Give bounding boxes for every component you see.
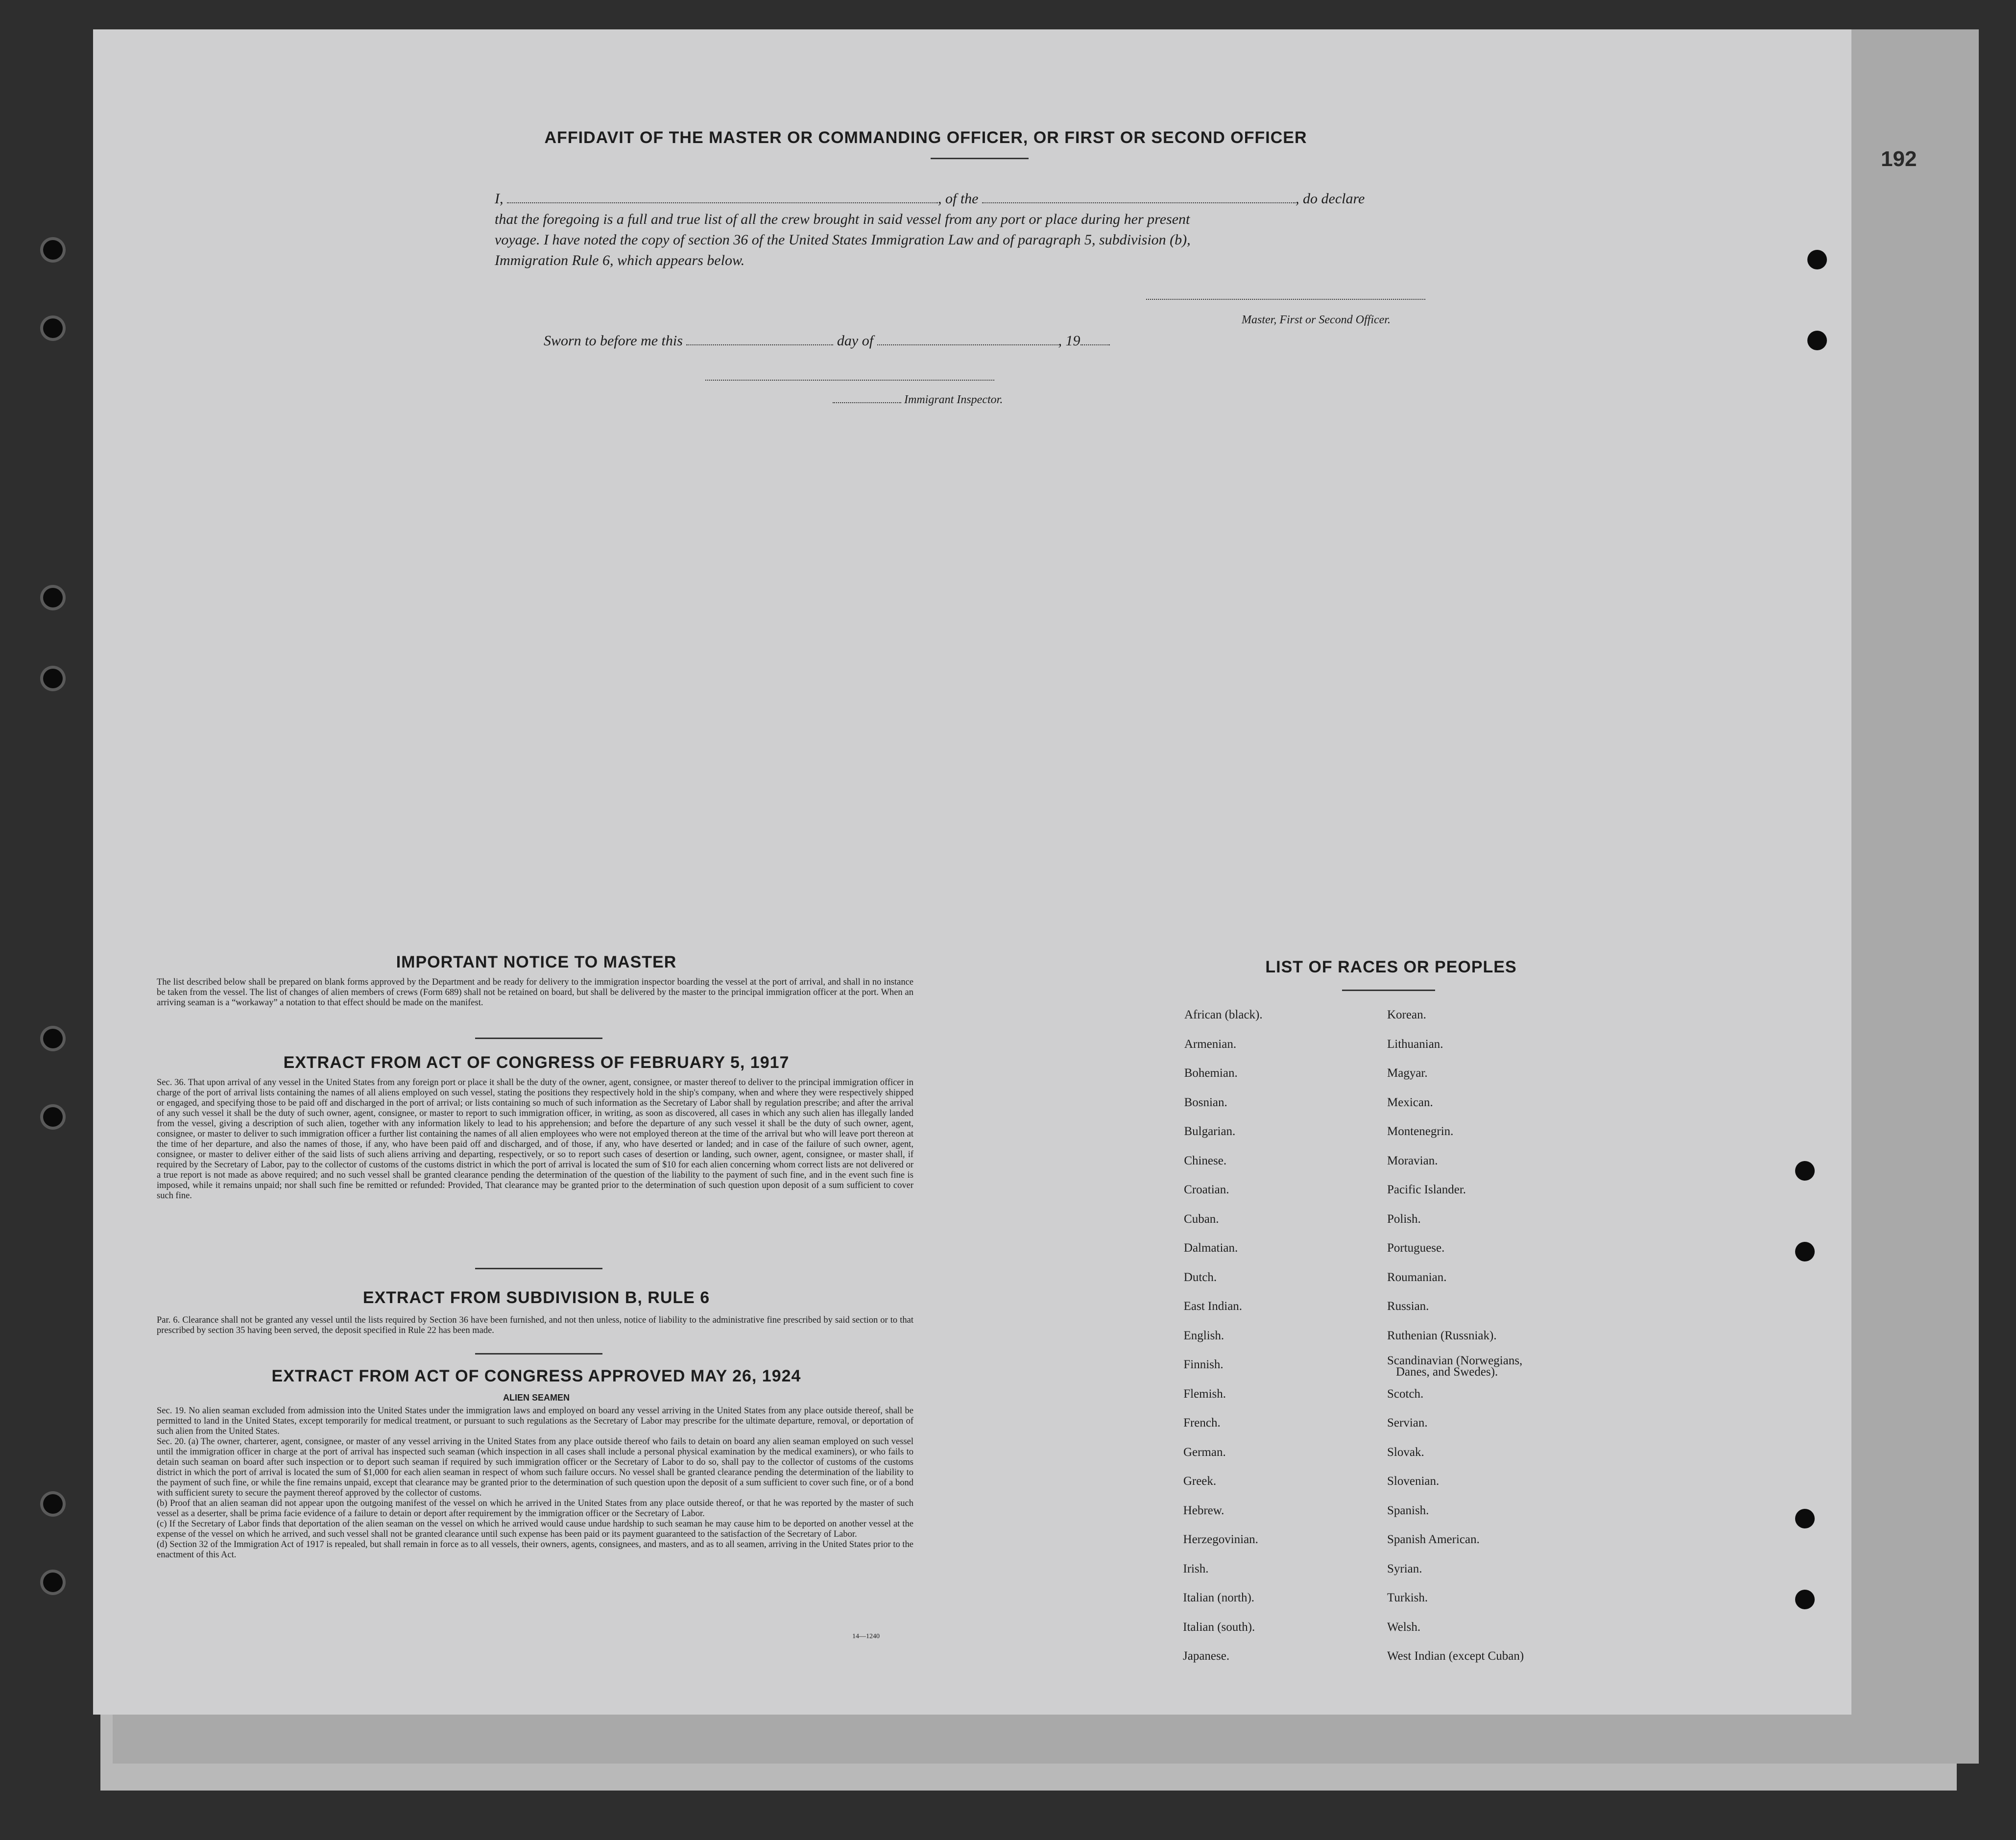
- race-item-continuation: Danes, and Swedes).: [1396, 1365, 1498, 1379]
- race-item: Cuban.: [1184, 1212, 1219, 1226]
- affidavit-i: I,: [495, 191, 504, 207]
- race-item: Portuguese.: [1387, 1241, 1445, 1255]
- alien-seamen-heading: ALIEN SEAMEN: [503, 1393, 570, 1403]
- races-title: LIST OF RACES OR PEOPLES: [1265, 958, 1517, 976]
- affidavit-line-3: voyage. I have noted the copy of section 36 of the United States Immigration Law and of paragraph 5, subdivision (b),: [495, 232, 1191, 248]
- binder-hole-icon: [43, 1494, 63, 1514]
- race-item: Spanish American.: [1387, 1533, 1480, 1546]
- sec-19-text: Sec. 19. No alien seaman excluded from admission into the United States under the immigration laws and employed on board any vessel arriving in the United States from any place outside thereof, shall be permitted to land in the United States, except temporarily for medical treatment, or pursuant to such regulations as the Secretary of Labor may prescribe for the ultimate departure, removal, or deportation of such alien from the United States.: [157, 1406, 913, 1436]
- binder-hole-icon: [1807, 331, 1827, 350]
- notice-text: The list described below shall be prepared on blank forms approved by the Department and be ready for delivery to the immigration inspector boarding the vessel at the port of arrival, and shall in no instance be taken from the vessel. The list of changes of alien members of crews (Form 689) shall not be retained on board, but shall be delivered by the master to the principal immigration officer at the port. When an arriving seaman is a “workaway” a notation to that effect should be made on the manifest.: [157, 977, 913, 1008]
- race-item: Greek.: [1183, 1475, 1217, 1488]
- sworn-day-of: day of: [837, 333, 874, 349]
- divider: [475, 1268, 602, 1269]
- binder-hole-icon: [43, 588, 63, 607]
- race-item: Mexican.: [1387, 1095, 1433, 1109]
- race-item: Korean.: [1387, 1008, 1426, 1021]
- inspector-caption-row: [833, 393, 1003, 407]
- race-item: Bohemian.: [1184, 1066, 1238, 1080]
- sworn-year-field[interactable]: [1080, 344, 1110, 345]
- binder-hole-icon: [43, 240, 63, 260]
- inspector-caption: Immigrant Inspector.: [904, 393, 1003, 406]
- master-caption: Master, First or Second Officer.: [1242, 314, 1391, 326]
- race-item: Armenian.: [1184, 1037, 1237, 1051]
- race-item: East Indian.: [1183, 1300, 1243, 1313]
- race-item: Italian (north).: [1183, 1591, 1255, 1604]
- race-item: Spanish.: [1387, 1503, 1429, 1517]
- sworn-prefix: Sworn to before me this: [544, 333, 683, 349]
- sworn-month-field[interactable]: [877, 344, 1058, 345]
- affidavit-declare: , do declare: [1296, 191, 1365, 207]
- race-item: Montenegrin.: [1387, 1125, 1454, 1138]
- race-item: Herzegovinian.: [1183, 1533, 1258, 1546]
- divider: [1342, 990, 1435, 991]
- binder-hole-icon: [43, 1107, 63, 1127]
- race-item: French.: [1183, 1416, 1221, 1429]
- binder-hole-icon: [1807, 250, 1827, 269]
- race-item: Flemish.: [1183, 1387, 1226, 1401]
- race-item: Dutch.: [1183, 1270, 1217, 1284]
- sec-20a-text: Sec. 20. (a) The owner, charterer, agent, consignee, or master of any vessel arriving in the United States from any place outside thereof who fails to detain on board any alien seaman employed on such vessel until the immigration officer in charge at the port of arrival has inspected such seaman (which inspection in all cases shall include a personal physical examination by the medical examiners), or who fails to detain such seaman on board after such inspection or to deport such seaman if required by such immigration officer or the Secretary of Labor to do so, shall pay to the collector of customs of the customs district in which the port of arrival is located the sum of $1,000 for each alien seaman in respect of whom such failure occurs. No vessel shall be granted clearance pending the determination of the liability to the payment of such fine, or while the fine remains unpaid, except that clearance may be granted prior to the determination of such question upon the deposit of a sum sufficient to cover such fine, or of a bond with sufficient surety to secure the payment thereof approved by the collector of customs.: [157, 1437, 913, 1498]
- race-item: Slovenian.: [1387, 1475, 1440, 1488]
- race-item: Irish.: [1183, 1562, 1209, 1575]
- divider: [475, 1353, 602, 1355]
- divider: [475, 1038, 602, 1039]
- extract-rule6-text: Par. 6. Clearance shall not be granted any vessel until the lists required by Section 36 have been furnished, and not then unless, notice of liability to the administrative fine prescribed by said section or to that prescribed by section 35 having been served, the deposit specified in Rule 22 has been made.: [157, 1315, 913, 1335]
- race-item: Polish.: [1387, 1212, 1421, 1226]
- race-item: Scotch.: [1387, 1387, 1424, 1401]
- race-item: Bosnian.: [1184, 1095, 1227, 1109]
- sworn-day-field[interactable]: [686, 344, 833, 345]
- sec-20d-text: (d) Section 32 of the Immigration Act of 1917 is repealed, but shall remain in force as to all vessels, their owners, agents, consignees, and masters, and as to all seamen, arriving in the United States prior to the enactment of this Act.: [157, 1540, 913, 1560]
- race-item: Turkish.: [1387, 1591, 1428, 1604]
- race-item: Slovak.: [1387, 1445, 1424, 1459]
- binder-hole-icon: [43, 1029, 63, 1048]
- race-item: Lithuanian.: [1387, 1037, 1443, 1051]
- race-item: African (black).: [1184, 1008, 1263, 1021]
- race-item: Magyar.: [1387, 1066, 1428, 1080]
- affidavit-line-4: Immigration Rule 6, which appears below.: [495, 252, 745, 268]
- race-item: Japanese.: [1183, 1649, 1230, 1663]
- form-code: 14—1240: [852, 1633, 880, 1640]
- extract-1917-title: EXTRACT FROM ACT OF CONGRESS OF FEBRUARY 5, 1917: [283, 1053, 790, 1072]
- race-item: English.: [1183, 1329, 1224, 1342]
- master-signature-field[interactable]: [1146, 299, 1425, 300]
- sworn-line: [544, 331, 1523, 351]
- master-name-field[interactable]: [507, 202, 938, 203]
- inspector-signature-field[interactable]: [705, 380, 994, 381]
- binder-hole-icon: [1795, 1590, 1815, 1609]
- race-item: Chinese.: [1184, 1154, 1227, 1167]
- affidavit-line-1: [495, 189, 1474, 209]
- race-item: German.: [1183, 1445, 1226, 1459]
- affidavit-of-the: , of the: [938, 191, 979, 207]
- divider: [931, 158, 1029, 159]
- race-item: Roumanian.: [1387, 1270, 1447, 1284]
- binder-hole-icon: [43, 1573, 63, 1592]
- extract-1924-text: [157, 1406, 913, 1560]
- race-item: Hebrew.: [1183, 1503, 1224, 1517]
- affidavit-title: AFFIDAVIT OF THE MASTER OR COMMANDING OFFICER, OR FIRST OR SECOND OFFICER: [544, 128, 1307, 147]
- race-item: Welsh.: [1387, 1620, 1421, 1634]
- race-item: Syrian.: [1387, 1562, 1422, 1575]
- inspector-name-field[interactable]: [833, 402, 901, 403]
- race-item: Russian.: [1387, 1300, 1429, 1313]
- binder-hole-icon: [1795, 1161, 1815, 1181]
- race-item: Scandinavian (Norwegians,: [1387, 1354, 1523, 1367]
- race-item: Finnish.: [1183, 1358, 1224, 1371]
- race-item: Italian (south).: [1183, 1620, 1255, 1634]
- race-item: Ruthenian (Russniak).: [1387, 1329, 1497, 1342]
- race-item: Bulgarian.: [1184, 1125, 1236, 1138]
- sec-20c-text: (c) If the Secretary of Labor finds that deportation of the alien seaman on the vessel on which he arrived would cause undue hardship to such seaman he may cause him to be deported on another vessel at the expense of the vessel on which he arrived, and such vessel shall not be granted clearance until such expense has been paid or its payment guaranteed to the satisfaction of the Secretary of Labor.: [157, 1519, 913, 1539]
- extract-rule6-title: EXTRACT FROM SUBDIVISION B, RULE 6: [362, 1288, 710, 1307]
- race-item: Dalmatian.: [1183, 1241, 1238, 1255]
- race-item: Moravian.: [1387, 1154, 1438, 1167]
- extract-1924-title: EXTRACT FROM ACT OF CONGRESS APPROVED MAY 26, 1924: [271, 1367, 801, 1385]
- race-item: Croatian.: [1184, 1183, 1229, 1196]
- notice-title: IMPORTANT NOTICE TO MASTER: [396, 953, 677, 971]
- race-item: Servian.: [1387, 1416, 1428, 1429]
- binder-hole-icon: [1795, 1509, 1815, 1528]
- binder-hole-icon: [43, 669, 63, 688]
- affidavit-line-2: that the foregoing is a full and true list of all the crew brought in said vessel from any port or place during her present: [495, 211, 1190, 227]
- binder-hole-icon: [1795, 1242, 1815, 1261]
- extract-1917-text: Sec. 36. That upon arrival of any vessel in the United States from any foreign port or place it shall be the duty of the owner, agent, consignee, or master thereof to deliver to the principal immigration officer in charge of the port of arrival lists containing the names of all aliens employed on such vessel, stating the positions they respectively hold in the ship's company, when and where they were respectively shipped or engaged, and specifying those to be paid off and discharged in the port of arrival; or lists containing so much of such information as the Secretary of Labor shall by regulation prescribe; and after the arrival of any such vessel it shall be the duty of such owner, agent, consignee, or master to report to such immigration officer, in writing, as soon as discovered, all cases in which any such alien has illegally landed from the vessel, giving a description of such alien, together with any information likely to lead to his apprehension; and before the departure of any such vessel it shall be the duty of such owner, agent, consignee, or master to deliver to such immigration officer a further list containing the names of all alien employees who were not employed thereon at the time of the arrival but who will leave port thereon at the time of her departure, and also the names of those, if any, who have been paid off and discharged, and of those, if any, who have deserted or landed; and in case of the failure of such owner, agent, consignee, or master to deliver either of the said lists of such aliens arriving and departing, respectively, or so to report such cases of desertion or landing, such owner, agent, consignee, or master shall, if required by the Secretary of Labor, pay to the collector of customs of the customs district in which the port of arrival is located the sum of $10 for each alien concerning whom correct lists are not delivered or a true report is not made as above required; and no such vessel shall be granted clearance pending the determination of the question of the liability to the payment of such fine, and in the event such fine is imposed, while it remains unpaid; nor shall such fine be remitted or refunded: Provided, That clearance may be granted prior to the determination of such question upon deposit of a sum sufficient to cover such fine.: [157, 1078, 913, 1201]
- race-item: West Indian (except Cuban): [1387, 1649, 1524, 1663]
- page-number: 192: [1881, 147, 1917, 171]
- sworn-year: , 19: [1058, 333, 1080, 349]
- race-item: Pacific Islander.: [1387, 1183, 1466, 1196]
- binder-hole-icon: [43, 318, 63, 338]
- sec-20b-text: (b) Proof that an alien seaman did not appear upon the outgoing manifest of the vessel on which he arrived in the United States from any place outside thereof, or that he was reported by the master of such vessel as a deserter, shall be prima facie evidence of a failure to detain or deport after requirement by the immigration officer or the Secretary of Labor.: [157, 1499, 913, 1519]
- vessel-name-field[interactable]: [982, 202, 1296, 203]
